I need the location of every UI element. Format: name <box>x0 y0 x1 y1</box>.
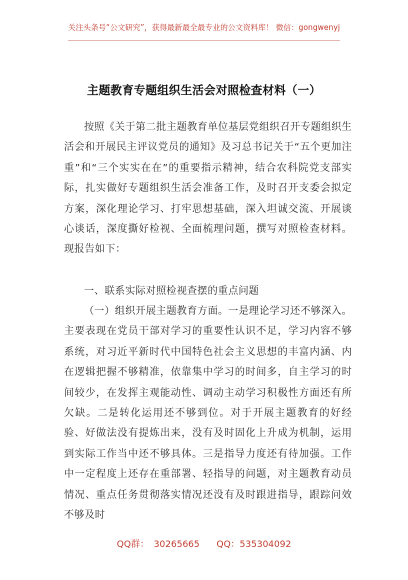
intro-paragraph: 按照《关于第二批主题教育单位基层党组织召开专题组织生活会和开展民主评议党员的通知》及习总书记关于“五个更加注重”和“三个实实在在”的重要指示精神，结合农科院党支部实际，扎实做好专题组织生活会准备工作，及时召开支委会拟定方案，深化理论学习、打牢思想基础，深入坦诚交流、开展谈心谈话，深度撕好检视、全面梳理问题，撰写对照检查材料。现报告如下： <box>64 122 352 256</box>
footer-qq-number: QQ：535304092 <box>216 540 292 550</box>
header-divider <box>68 40 340 41</box>
footer-qq-group: QQ群： 30265665 <box>116 540 200 550</box>
document-title: 主题教育专题组织生活会对照检查材料（一） <box>87 83 321 97</box>
body-paragraph: （一）组织开展主题教育方面。一是理论学习还不够深入。主要表现在党员干部对学习的重要性认识不足，学习内容不够系统，对习近平新时代中国特色社会主义思想的丰富内涵、内在逻辑把握不够精准，依靠集中学习的时间多，自主学习的时间较少，在发挥主观能动性、调动主动学习积极性方面还有所欠缺。二是转化运用还不够到位。对于开展主题教育的好经验、好做法没有提炼出来，没有及时固化上升成为机制，运用到实际工作当中还不够具体。三是指导力度还有待加强。工作中一定程度上还存在重部署、轻指导的问题，对主题教育动员情况、重点任务贯彻落实情况还没有及时跟进指导，跟踪问效不够及时 <box>64 306 352 522</box>
footer-contact <box>0 537 408 550</box>
header-banner: 关注头条号“公文研究”，获得最新最全最专业的公文资料库！ 微信：gongwenyj <box>68 23 340 32</box>
section-heading: 一、联系实际对照检视查摆的重点问题 <box>84 286 260 297</box>
